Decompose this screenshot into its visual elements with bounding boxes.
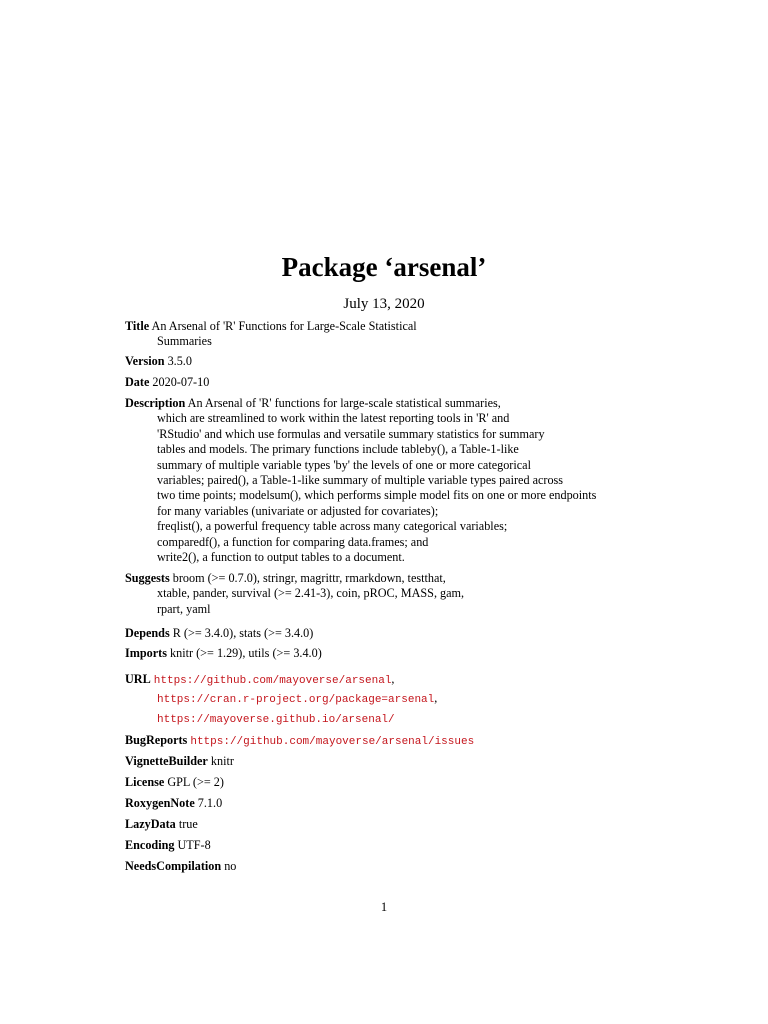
package-fields: [125, 319, 745, 880]
field-name: VignetteBuilder: [125, 754, 208, 768]
field-version: [125, 354, 745, 375]
field-name: BugReports: [125, 733, 188, 747]
field-value: comparedf(), a function for comparing data.frames; and: [157, 534, 429, 549]
field-name: Suggests: [125, 571, 170, 585]
field-value: An Arsenal of 'R' functions for large-scale statistical summaries,: [187, 396, 501, 410]
url-link-pages[interactable]: https://mayoverse.github.io/arsenal/: [157, 714, 395, 727]
field-name: Description: [125, 396, 186, 410]
field-imports: [125, 646, 745, 672]
field-suggests: [125, 571, 745, 626]
field-value: 'RStudio' and which use formulas and versatile summary statistics for summary: [157, 426, 545, 441]
field-value: 2020-07-10: [152, 375, 210, 389]
field-name: Encoding: [125, 838, 175, 852]
field-value: R (>= 3.4.0), stats (>= 3.4.0): [172, 626, 314, 640]
field-value: rpart, yaml: [157, 601, 211, 616]
field-value: UTF-8: [177, 838, 211, 852]
field-value: variables; paired(), a Table-1-like summary of multiple variable types paired across: [157, 473, 564, 488]
field-title: [125, 319, 745, 354]
field-url: [125, 672, 745, 733]
field-value: Summaries: [157, 334, 212, 349]
field-value: true: [178, 817, 198, 831]
page-number: 1: [380, 900, 388, 914]
field-date: [125, 375, 745, 396]
field-encoding: [125, 838, 745, 859]
page-date: July 13, 2020: [343, 296, 425, 312]
field-name: NeedsCompilation: [125, 859, 222, 873]
url-link-github[interactable]: https://github.com/mayoverse/arsenal: [153, 675, 392, 687]
field-name: Depends: [125, 626, 170, 640]
field-name: License: [125, 775, 165, 789]
field-value: broom (>= 0.7.0), stringr, magrittr, rmarkdown, testthat,: [172, 571, 446, 585]
field-value: knitr: [210, 754, 234, 768]
field-roxygennote: [125, 796, 745, 817]
field-name: URL: [125, 672, 151, 686]
field-name: LazyData: [125, 817, 176, 831]
field-name: RoxygenNote: [125, 796, 195, 810]
bugreports-link[interactable]: https://github.com/mayoverse/arsenal/issues: [190, 736, 475, 748]
field-value: freqlist(), a powerful frequency table across many categorical variables;: [157, 519, 508, 534]
field-value: An Arsenal of 'R' Functions for Large-Scale Statistical: [151, 319, 417, 333]
field-name: Version: [125, 354, 165, 368]
field-value: 7.1.0: [197, 796, 223, 810]
field-value: xtable, pander, survival (>= 2.41-3), coin, pROC, MASS, gam,: [157, 586, 465, 601]
field-lazydata: [125, 817, 745, 838]
field-value: tables and models. The primary functions include tableby(), a Table-1-like: [157, 442, 519, 457]
field-name: Date: [125, 375, 150, 389]
url-separator: ,: [434, 691, 438, 706]
field-description: [125, 396, 745, 571]
field-value: knitr (>= 1.29), utils (>= 3.4.0): [170, 646, 322, 660]
field-license: [125, 775, 745, 796]
field-value: summary of multiple variable types 'by' the levels of one or more categorical: [157, 457, 531, 472]
field-value: which are streamlined to work within the latest reporting tools in 'R' and: [157, 411, 510, 426]
field-value: no: [224, 859, 237, 873]
field-depends: [125, 626, 745, 646]
field-needscompilation: [125, 859, 745, 880]
url-link-cran[interactable]: https://cran.r-project.org/package=arsenal: [157, 694, 435, 707]
field-value: 3.5.0: [167, 354, 192, 368]
field-bugreports: [125, 733, 745, 754]
field-value: write2(), a function to output tables to a document.: [157, 550, 405, 565]
page-title: Package ‘arsenal’: [281, 252, 487, 282]
field-value: two time points; modelsum(), which performs simple model fits on one or more endpoints: [157, 488, 597, 503]
field-name: Imports: [125, 646, 167, 660]
url-separator: ,: [391, 672, 395, 686]
field-value: for many variables (univariate or adjusted for covariates);: [157, 503, 439, 518]
field-name: Title: [125, 319, 150, 333]
field-value: GPL (>= 2): [167, 775, 224, 789]
field-vignettebuilder: [125, 754, 745, 775]
